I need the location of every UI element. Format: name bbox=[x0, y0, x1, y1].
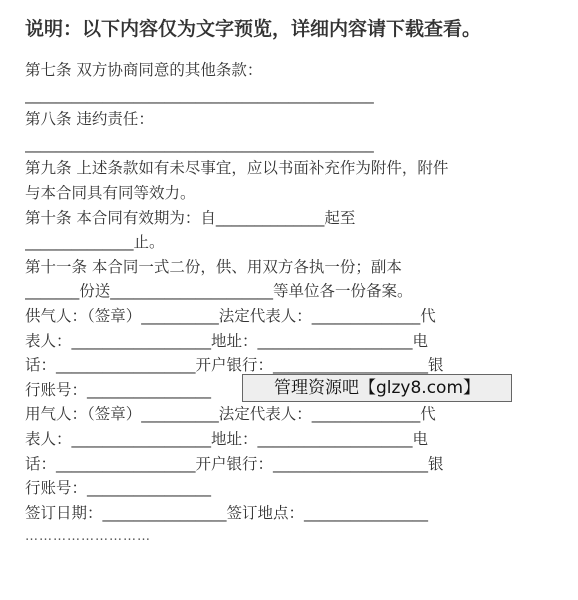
signing-date-place: 签订日期：________________签订地点：________________ bbox=[25, 503, 429, 522]
clause-7-blank: _____________________________________________ bbox=[25, 85, 374, 104]
clause-8-blank: _____________________________________________ bbox=[25, 134, 374, 153]
clause-11-line-2: _______份送_____________________等单位各一份备案。 bbox=[25, 282, 413, 301]
supplier-line-1: 供气人：（签章）__________法定代表人：______________代 bbox=[25, 306, 436, 325]
user-line-3: 话：__________________开户银行：____________________银 bbox=[25, 454, 444, 473]
clause-10-line-1: 第十条 本合同有效期为：自______________起至 bbox=[25, 208, 356, 227]
clause-11-line-1: 第十一条 本合同一式二份，供、用双方各执一份；副本 bbox=[25, 257, 402, 276]
user-line-4: 行账号：________________ bbox=[25, 479, 212, 498]
watermark-banner: 管理资源吧【glzy8.com】 bbox=[242, 374, 512, 402]
user-line-2: 表人：__________________地址：____________________电 bbox=[25, 429, 429, 448]
clause-9-line-2: 与本合同具有同等效力。 bbox=[25, 183, 196, 202]
supplier-line-4: 行账号：________________ bbox=[25, 380, 212, 399]
supplier-line-2: 表人：__________________地址：____________________电 bbox=[25, 331, 429, 350]
user-line-1: 用气人：（签章）__________法定代表人：______________代 bbox=[25, 405, 436, 424]
ellipsis: ……………………… bbox=[25, 529, 151, 545]
contract-text bbox=[25, 58, 555, 550]
clause-10-line-2: ______________止。 bbox=[25, 233, 165, 252]
clause-8-title: 第八条 违约责任： bbox=[25, 110, 154, 129]
preview-notice: 说明：以下内容仅为文字预览，详细内容请下载查看。 bbox=[25, 18, 482, 40]
supplier-line-3: 话：__________________开户银行：____________________银 bbox=[25, 356, 444, 375]
clause-9-line-1: 第九条 上述条款如有未尽事宜，应以书面补充作为附件，附件 bbox=[25, 159, 449, 178]
clause-7-title: 第七条 双方协商同意的其他条款： bbox=[25, 61, 263, 79]
